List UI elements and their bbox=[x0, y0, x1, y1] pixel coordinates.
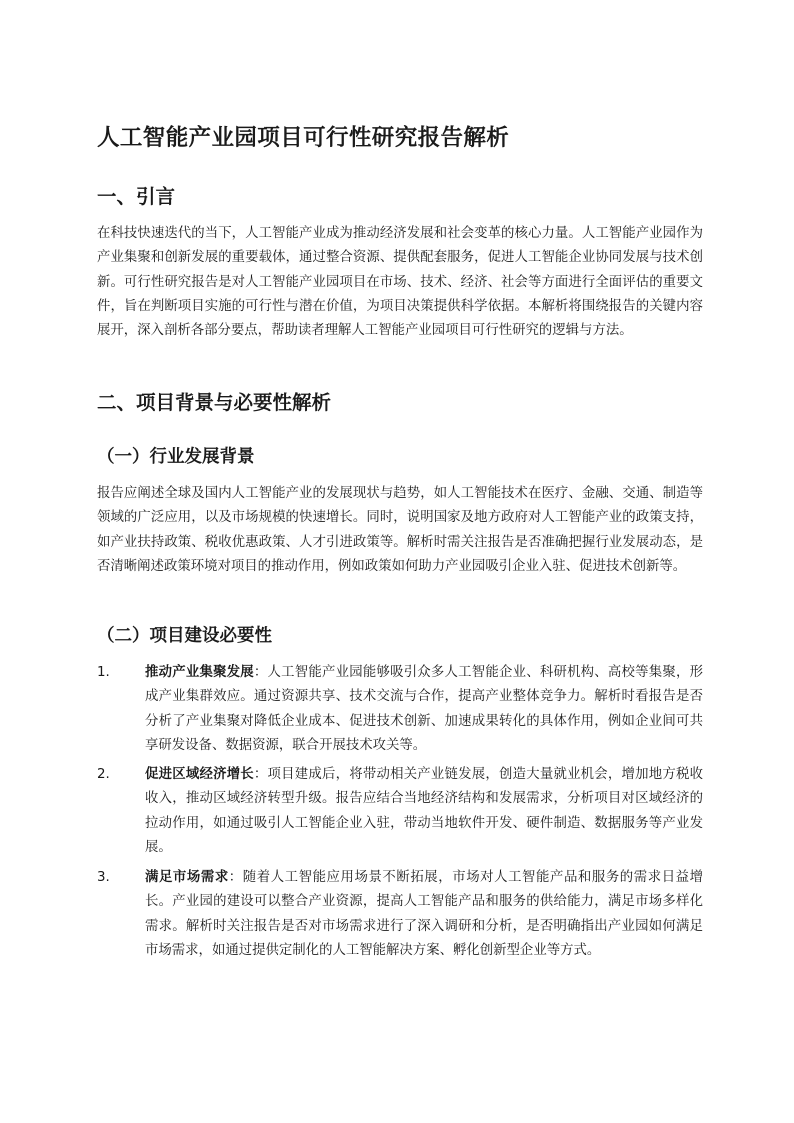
list-item-lead: 促进区域经济增长 bbox=[145, 767, 254, 782]
list-item-text: ：随着人工智能应用场景不断拓展，市场对人工智能产品和服务的需求日益增长。产业园的建设可以整合产业资源，提高人工智能产品和服务的供给能力，满足市场多样化需求。解析时关注报告是否对市场需求进行了深入调研和分析，是否明确指出产业园如何满足市场需求，如通过提供定制化的人工智能解决方案、孵化创新型企业等方式。 bbox=[145, 870, 704, 958]
subsection-heading-necessity: （二）项目建设必要性 bbox=[97, 626, 272, 646]
list-item-number: 3. bbox=[97, 870, 110, 885]
section-heading-background: 二、项目背景与必要性解析 bbox=[97, 391, 332, 414]
list-item-lead: 推动产业集聚发展 bbox=[145, 665, 254, 680]
list-item-text: ：人工智能产业园能够吸引众多人工智能企业、科研机构、高校等集聚，形成产业集群效应。通过资源共享、技术交流与合作，提高产业整体竞争力。解析时看报告是否分析了产业集聚对降低企业成本、促进技术创新、加速成果转化的具体作用，例如企业间可共享研发设备、数据资源，联合开展技术攻关等。 bbox=[145, 665, 703, 753]
list-item-lead: 满足市场需求 bbox=[145, 870, 229, 885]
subsection-heading-industry: （一）行业发展背景 bbox=[97, 447, 255, 467]
list-item-number: 2. bbox=[97, 767, 110, 782]
document-title: 人工智能产业园项目可行性研究报告解析 bbox=[97, 125, 510, 151]
industry-paragraph: 报告应阐述全球及国内人工智能产业的发展现状与趋势，如人工智能技术在医疗、金融、交通、制造等领域的广泛应用，以及市场规模的快速增长。同时，说明国家及地方政府对人工智能产业的政策支持，如产业扶持政策、税收优惠政策、人才引进政策等。解析时需关注报告是否准确把握行业发展动态，是否清晰阐述政策环境对项目的推动作用，例如政策如何助力产业园吸引企业入驻、促进技术创新等。 bbox=[97, 486, 703, 574]
list-item-body bbox=[145, 661, 703, 758]
list-item-number: 1. bbox=[97, 665, 110, 680]
section-heading-introduction: 一、引言 bbox=[97, 185, 176, 208]
list-item-body bbox=[145, 763, 703, 860]
introduction-paragraph: 在科技快速迭代的当下，人工智能产业成为推动经济发展和社会变革的核心力量。人工智能产业园作为产业集聚和创新发展的重要载体，通过整合资源、提供配套服务，促进人工智能企业协同发展与技术创新。可行性研究报告是对人工智能产业园项目在市场、技术、经济、社会等方面进行全面评估的重要文件，旨在判断项目实施的可行性与潜在价值，为项目决策提供科学依据。本解析将围绕报告的关键内容展开，深入剖析各部分要点，帮助读者理解人工智能产业园项目可行性研究的逻辑与方法。 bbox=[97, 226, 703, 339]
list-item-body bbox=[145, 866, 703, 963]
list-item-text: ：项目建成后，将带动相关产业链发展，创造大量就业机会，增加地方税收收入，推动区域经济转型升级。报告应结合当地经济结构和发展需求，分析项目对区域经济的拉动作用，如通过吸引人工智能企业入驻，带动当地软件开发、硬件制造、数据服务等产业发展。 bbox=[145, 767, 703, 855]
